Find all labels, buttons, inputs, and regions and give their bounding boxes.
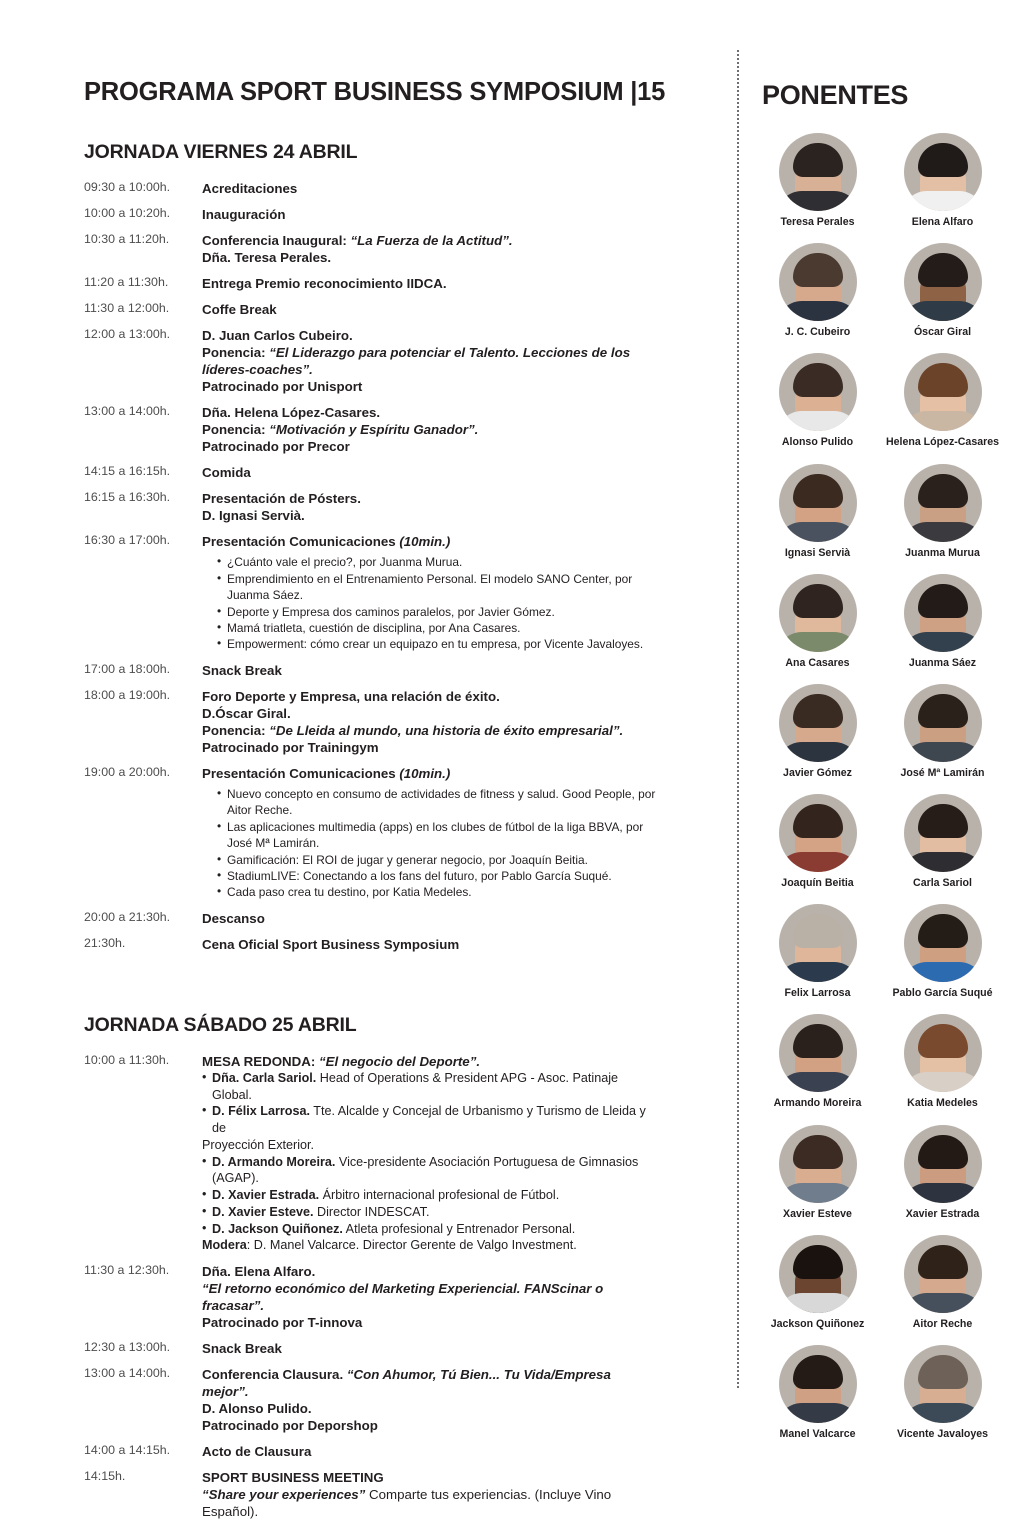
schedule-line	[202, 910, 660, 927]
schedule-line-text: Presentación Comunicaciones	[202, 534, 400, 550]
schedule-time: 20:00 a 21:30h.	[84, 909, 171, 924]
list-item: • Las aplicaciones multimedia (apps) en los clubes de fútbol de la liga BBVA, por José Mª Lamirán.	[217, 819, 660, 852]
schedule-line-text: Patrocinado por Trainingym	[202, 739, 379, 755]
avatar	[904, 243, 982, 321]
schedule-time: 16:15 a 16:30h.	[84, 490, 171, 505]
schedule-row	[84, 1053, 660, 1263]
speaker-name: Juanma Sáez	[908, 656, 977, 669]
schedule-line-text: “Share your experiences”	[202, 1487, 370, 1503]
schedule-line	[202, 327, 660, 344]
communications-list	[202, 554, 660, 653]
page-title	[84, 78, 666, 107]
schedule-line-text: Dña. Helena López-Casares.	[202, 405, 381, 421]
schedule-time: 19:00 a 20:00h.	[84, 764, 171, 779]
schedule-line	[202, 361, 660, 378]
schedule-description	[202, 533, 660, 662]
schedule-line	[202, 249, 660, 266]
schedule-description	[202, 206, 660, 232]
schedule-time: 11:30 a 12:30h.	[84, 1262, 170, 1277]
avatar	[904, 1125, 982, 1203]
schedule-description	[202, 301, 660, 327]
schedule-line	[202, 232, 660, 249]
schedule-line-text: Snack Break	[202, 662, 282, 678]
avatar	[904, 464, 982, 542]
schedule-description	[202, 232, 660, 275]
speaker-name: Ana Casares	[785, 656, 850, 669]
schedule-line-text: Patrocinado por Precor	[202, 439, 350, 455]
schedule-time: 10:00 a 11:30h.	[84, 1052, 170, 1067]
list-item: • Cada paso crea tu destino, por Katia Medeles.	[217, 884, 660, 900]
schedule-row	[84, 1340, 660, 1366]
schedule-line-text: Inauguración	[202, 207, 286, 223]
schedule-row	[84, 1263, 660, 1340]
schedule-line-text: Entrega Premio reconocimiento IIDCA.	[202, 276, 447, 292]
list-item: • Nuevo concepto en consumo de actividades de fitness y salud. Good People, por Aitor Reche.	[217, 786, 660, 819]
schedule-row	[84, 936, 660, 962]
speaker-name: Jackson Quiñonez	[770, 1317, 865, 1330]
speaker-name: Xavier Estrada	[905, 1207, 980, 1220]
panel-member	[202, 1070, 660, 1103]
communications-list	[202, 786, 660, 901]
schedule-description	[202, 1053, 660, 1263]
schedule-line	[202, 421, 660, 438]
list-item: • Mamá triatleta, cuestión de disciplina, por Ana Casares.	[217, 620, 660, 636]
schedule-description	[202, 275, 660, 301]
schedule-description	[202, 1340, 660, 1366]
schedule-line	[202, 1263, 660, 1280]
list-item: • Gamificación: El ROI de jugar y generar negocio, por Joaquín Beitia.	[217, 852, 660, 868]
speaker-card	[885, 1235, 1000, 1330]
schedule-line-tail: (10min.)	[399, 534, 451, 550]
schedule-line	[202, 705, 660, 722]
speaker-name: Joaquín Beitia	[781, 877, 854, 890]
schedule-row	[84, 275, 660, 301]
panel-member-role: : D. Manel Valcarce. Director Gerente de Valgo Investment.	[246, 1238, 577, 1253]
list-item: • StadiumLIVE: Conectando a los fans del futuro, por Pablo García Suqué.	[217, 868, 660, 884]
schedule-line-text: Dña. Teresa Perales.	[202, 250, 332, 266]
schedule-time: 11:30 a 12:00h.	[84, 301, 170, 316]
panel-member-name: Dña. Carla Sariol.	[212, 1070, 317, 1085]
schedule-description	[202, 910, 660, 936]
schedule-line-text: Patrocinado por Unisport	[202, 379, 363, 395]
schedule-line-tail: Comparte tus experiencias. (Incluye Vino Español).	[202, 1487, 612, 1520]
schedule-line-text: Coffe Break	[202, 302, 277, 318]
speaker-name: Katia Medeles	[907, 1097, 978, 1110]
schedule-row	[84, 180, 660, 206]
schedule-row	[84, 301, 660, 327]
schedule-time: 14:15 a 16:15h.	[84, 464, 171, 479]
speaker-card	[885, 794, 1000, 889]
avatar	[779, 1125, 857, 1203]
schedule-time: 09:30 a 10:00h.	[84, 180, 171, 194]
panel-member	[202, 1154, 660, 1187]
schedule-description	[202, 180, 660, 206]
schedule-line	[202, 765, 660, 782]
schedule-time: 21:30h.	[84, 935, 126, 950]
schedule-line-text: MESA REDONDA:	[202, 1053, 319, 1069]
schedule-line-text: Conferencia Clausura.	[202, 1367, 347, 1383]
speakers-title: PONENTES	[762, 80, 909, 110]
schedule-row	[84, 1366, 660, 1443]
schedule-line-text: Dña. Elena Alfaro.	[202, 1263, 316, 1279]
speaker-card	[885, 1014, 1000, 1109]
speaker-name: Javier Gómez	[783, 766, 852, 779]
avatar	[779, 464, 857, 542]
list-item: • Deporte y Empresa dos caminos paralelos, por Javier Gómez.	[217, 604, 660, 620]
panel-member-list	[202, 1070, 660, 1254]
speaker-card	[760, 1345, 875, 1440]
schedule-line-tail: “El Liderazgo para potenciar el Talento. Lecciones de los	[269, 345, 631, 361]
speaker-name: Xavier Esteve	[783, 1207, 852, 1220]
schedule-line-text: Foro Deporte y Empresa, una relación de éxito.	[202, 688, 500, 704]
schedule-time: 12:00 a 13:00h.	[84, 327, 171, 342]
speaker-name: José Mª Lamirán	[900, 766, 985, 779]
schedule-line-text: D. Ignasi Servià.	[202, 508, 305, 524]
speaker-card	[760, 1125, 875, 1220]
schedule-row	[84, 206, 660, 232]
schedule-line	[202, 1400, 660, 1417]
speaker-card	[760, 684, 875, 779]
schedule-line	[202, 404, 660, 421]
schedule-line-text: Comida	[202, 465, 251, 481]
schedule-time: 14:15h.	[84, 1469, 126, 1484]
avatar	[779, 904, 857, 982]
speaker-card	[885, 574, 1000, 669]
schedule-line-text: Presentación de Pósters.	[202, 491, 361, 507]
schedule-line-tail: “El negocio del Deporte”.	[318, 1053, 481, 1069]
schedule-description	[202, 1443, 660, 1469]
schedule-time: 10:30 a 11:20h.	[84, 232, 170, 247]
schedule-line-text: SPORT BUSINESS MEETING	[202, 1470, 384, 1486]
speaker-card	[885, 133, 1000, 228]
schedule-line	[202, 1340, 660, 1357]
avatar	[779, 133, 857, 211]
avatar	[904, 684, 982, 762]
schedule-line-text: Presentación Comunicaciones	[202, 765, 400, 781]
schedule-description	[202, 404, 660, 464]
schedule-row	[84, 533, 660, 662]
avatar	[904, 904, 982, 982]
column-divider	[737, 50, 739, 1388]
schedule-time: 18:00 a 19:00h.	[84, 687, 171, 702]
schedule-line-text: “El retorno económico del Marketing Experiencial. FANScinar o fracasar”.	[202, 1280, 604, 1313]
speaker-card	[760, 353, 875, 448]
schedule-line	[202, 936, 660, 953]
speaker-name: Vicente Javaloyes	[896, 1427, 989, 1440]
schedule-row	[84, 662, 660, 688]
speaker-name: Teresa Perales	[780, 216, 855, 228]
avatar	[904, 794, 982, 872]
schedule-row	[84, 1443, 660, 1469]
panel-member-name: D. Xavier Esteve.	[212, 1204, 314, 1219]
page-title-strong: PROGRAMA	[84, 78, 234, 106]
panel-member	[202, 1137, 660, 1154]
avatar	[904, 574, 982, 652]
avatar	[779, 794, 857, 872]
schedule-time: 13:00 a 14:00h.	[84, 1366, 171, 1381]
schedule-time: 10:00 a 10:20h.	[84, 206, 171, 221]
avatar	[904, 1014, 982, 1092]
schedule-line-text: líderes-coaches”.	[202, 362, 313, 378]
list-item: • Empowerment: cómo crear un equipazo en tu empresa, por Vicente Javaloyes.	[217, 636, 660, 652]
list-item: • Emprendimiento en el Entrenamiento Personal. El modelo SANO Center, por Juanma Sáez.	[217, 571, 660, 604]
speaker-card	[760, 574, 875, 669]
schedule-line-text: Conferencia Inaugural:	[202, 233, 351, 249]
schedule-line	[202, 1486, 660, 1520]
schedule-description	[202, 662, 660, 688]
speakers-grid	[760, 133, 1010, 1455]
schedule-row	[84, 464, 660, 490]
friday-schedule-table	[84, 180, 660, 962]
schedule-description	[202, 1366, 660, 1443]
saturday-schedule-table	[84, 1053, 660, 1529]
schedule-time: 17:00 a 18:00h.	[84, 661, 171, 676]
panel-member	[202, 1187, 660, 1204]
schedule-line	[202, 301, 660, 318]
schedule-line-tail: “Con Ahumor, Tú Bien... Tu Vida/Empresa mejor”.	[202, 1367, 611, 1400]
avatar	[779, 1345, 857, 1423]
schedule-line	[202, 1314, 660, 1331]
schedule-line-text: Patrocinado por T-innova	[202, 1315, 363, 1331]
schedule-row	[84, 1469, 660, 1529]
schedule-time: 11:20 a 11:30h.	[84, 275, 169, 290]
schedule-line-text: D. Juan Carlos Cubeiro.	[202, 328, 353, 344]
panel-member-name: D. Félix Larrosa.	[212, 1104, 310, 1119]
schedule-description	[202, 464, 660, 490]
avatar	[779, 1014, 857, 1092]
schedule-time: 16:30 a 17:00h.	[84, 533, 171, 548]
schedule-line-text: Ponencia:	[202, 722, 270, 738]
schedule-description	[202, 688, 660, 765]
speaker-name: Elena Alfaro	[911, 216, 974, 228]
panel-member-name: D. Xavier Estrada.	[212, 1188, 320, 1203]
speaker-card	[885, 684, 1000, 779]
schedule-line-tail: “De Lleida al mundo, una historia de éxito empresarial”.	[269, 722, 624, 738]
schedule-line-tail: (10min.)	[399, 765, 451, 781]
panel-member-role: Árbitro internacional profesional de Fútbol.	[319, 1188, 560, 1203]
speaker-card	[885, 904, 1000, 999]
panel-member-name: D. Jackson Quiñonez.	[212, 1221, 343, 1236]
schedule-time: 12:30 a 13:00h.	[84, 1340, 171, 1355]
panel-member	[202, 1221, 660, 1238]
schedule-line-text: Snack Break	[202, 1341, 282, 1357]
schedule-line	[202, 1443, 660, 1460]
schedule-line-text: Acreditaciones	[202, 181, 298, 196]
speaker-card	[760, 464, 875, 559]
speaker-card	[760, 133, 875, 228]
panel-member-role: Vice-presidente Asociación Portuguesa de Gimnasios (AGAP).	[212, 1154, 639, 1186]
speaker-card	[885, 353, 1000, 448]
schedule-row	[84, 490, 660, 533]
avatar	[779, 574, 857, 652]
schedule-line	[202, 438, 660, 455]
speaker-card	[760, 1235, 875, 1330]
avatar	[904, 1235, 982, 1313]
speaker-name: Carla Sariol	[913, 877, 972, 890]
speaker-name: J. C. Cubeiro	[784, 326, 851, 339]
speaker-card	[760, 904, 875, 999]
schedule-description	[202, 1263, 660, 1340]
schedule-line	[202, 378, 660, 395]
panel-member-name: Modera	[202, 1238, 247, 1253]
panel-member-role: Director INDESCAT.	[313, 1204, 430, 1219]
speaker-name: Felix Larrosa	[784, 987, 851, 1000]
avatar	[779, 243, 857, 321]
schedule-line	[202, 1469, 660, 1486]
list-item: • ¿Cuánto vale el precio?, por Juanma Murua.	[217, 554, 660, 570]
schedule-line-text: Ponencia:	[202, 422, 270, 438]
schedule-line	[202, 1053, 660, 1070]
schedule-row	[84, 910, 660, 936]
schedule-line	[202, 739, 660, 756]
avatar	[904, 353, 982, 431]
panel-member-role: Tte. Alcalde y Concejal de Urbanismo y Turismo de Lleida y de	[212, 1104, 646, 1136]
panel-member-role: Atleta profesional y Entrenador Personal.	[342, 1221, 576, 1236]
page-title-rest: SPORT BUSINESS SYMPOSIUM |15	[239, 78, 666, 106]
schedule-line	[202, 507, 660, 524]
schedule-row	[84, 232, 660, 275]
speaker-name: Aitor Reche	[912, 1317, 973, 1330]
schedule-line	[202, 688, 660, 705]
schedule-line-tail: “Motivación y Espíritu Ganador”.	[269, 422, 479, 438]
speaker-card	[885, 1345, 1000, 1440]
schedule-line	[202, 206, 660, 223]
panel-member	[202, 1204, 660, 1221]
speaker-card	[885, 464, 1000, 559]
schedule-row	[84, 765, 660, 910]
schedule-description	[202, 765, 660, 910]
schedule-row	[84, 688, 660, 765]
avatar	[904, 133, 982, 211]
schedule-line	[202, 1417, 660, 1434]
speaker-name: Juanma Murua	[905, 546, 980, 559]
schedule-time: 14:00 a 14:15h.	[84, 1443, 171, 1458]
schedule-line	[202, 662, 660, 679]
speaker-name: Armando Moreira	[773, 1097, 862, 1110]
schedule-description	[202, 1469, 660, 1529]
avatar	[779, 684, 857, 762]
speaker-card	[885, 1125, 1000, 1220]
schedule-line	[202, 344, 660, 361]
schedule-description	[202, 327, 660, 404]
speaker-name: Alonso Pulido	[781, 436, 854, 449]
schedule-line	[202, 1366, 660, 1400]
schedule-line-text: Patrocinado por Deporshop	[202, 1418, 378, 1434]
speaker-name: Manel Valcarce	[779, 1427, 856, 1440]
schedule-description	[202, 936, 660, 962]
schedule-time: 13:00 a 14:00h.	[84, 404, 171, 419]
friday-heading: JORNADA VIERNES 24 ABRIL	[84, 141, 358, 163]
schedule-description	[202, 490, 660, 533]
saturday-heading: JORNADA SÁBADO 25 ABRIL	[84, 1013, 357, 1036]
speaker-name: Óscar Giral	[913, 326, 972, 339]
speakers-column	[760, 80, 1010, 1455]
panel-member-name: D. Armando Moreira.	[212, 1154, 336, 1169]
schedule-line-text: Descanso	[202, 910, 265, 926]
schedule-row	[84, 327, 660, 404]
schedule-line-tail: “La Fuerza de la Actitud”.	[350, 233, 513, 249]
speaker-card	[885, 243, 1000, 338]
schedule-line	[202, 490, 660, 507]
schedule-line-text: Acto de Clausura	[202, 1444, 312, 1460]
schedule-row	[84, 404, 660, 464]
avatar	[779, 353, 857, 431]
speaker-name: Ignasi Servià	[784, 546, 851, 559]
avatar	[779, 1235, 857, 1313]
speaker-name: Pablo García Suqué	[892, 987, 993, 1000]
schedule-line	[202, 722, 660, 739]
panel-member	[202, 1237, 660, 1254]
schedule-line-text: Ponencia:	[202, 345, 270, 361]
speaker-card	[760, 243, 875, 338]
speaker-card	[760, 1014, 875, 1109]
schedule-line	[202, 275, 660, 292]
panel-member-role: Head of Operations & President APG - Asoc. Patinaje Global.	[212, 1070, 619, 1102]
schedule-line-text: D.Óscar Giral.	[202, 705, 291, 721]
speaker-name: Helena López-Casares	[885, 436, 1000, 449]
speaker-card	[760, 794, 875, 889]
avatar	[904, 1345, 982, 1423]
panel-member-role: Proyección Exterior.	[202, 1137, 314, 1152]
panel-member	[202, 1103, 660, 1136]
schedule-line	[202, 180, 660, 197]
schedule-line-text: Cena Oficial Sport Business Symposium	[202, 936, 460, 952]
schedule-line-text: D. Alonso Pulido.	[202, 1401, 312, 1417]
schedule-line	[202, 1280, 660, 1314]
schedule-line	[202, 533, 660, 550]
schedule-line	[202, 464, 660, 481]
